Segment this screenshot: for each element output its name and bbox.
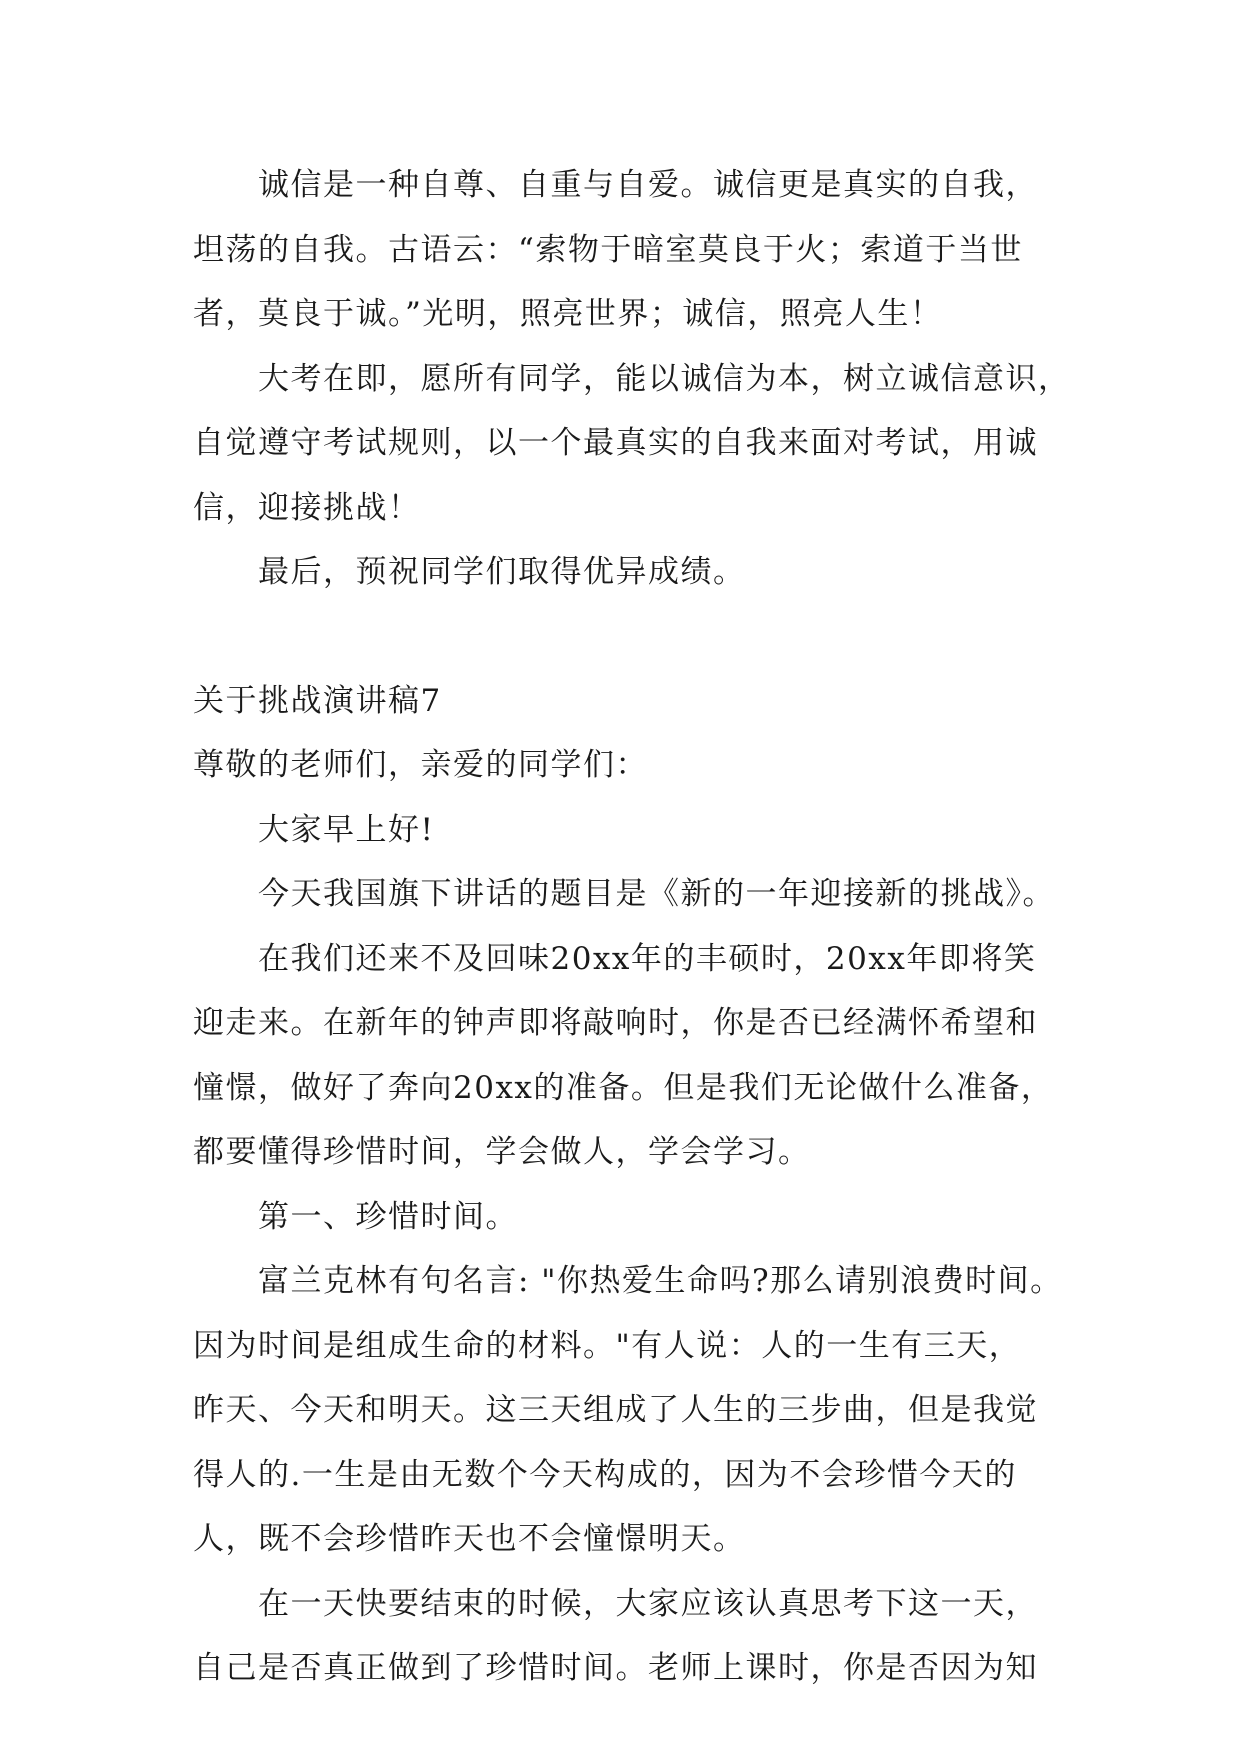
paragraph-line: 自己是否真正做到了珍惜时间。老师上课时，你是否因为知 — [193, 1650, 1038, 1686]
paragraph-line: 最后，预祝同学们取得优异成绩。 — [258, 554, 746, 590]
paragraph-line: 今天我国旗下讲话的题目是《新的一年迎接新的挑战》。 — [258, 876, 1055, 912]
paragraph-line: 在一天快要结束的时候，大家应该认真思考下这一天， — [258, 1586, 1038, 1622]
paragraph-line: 在我们还来不及回味20xx年的丰硕时，20xx年即将笑 — [258, 941, 1037, 977]
paragraph-line: 大考在即，愿所有同学，能以诚信为本，树立诚信意识， — [258, 361, 1071, 397]
paragraph-line: 坦荡的自我。古语云：“索物于暗室莫良于火；索道于当世 — [193, 232, 1023, 268]
salutation: 尊敬的老师们，亲爱的同学们： — [193, 747, 648, 783]
paragraph-line: 人，既不会珍惜昨天也不会憧憬明天。 — [193, 1521, 746, 1557]
section-title: 关于挑战演讲稿7 — [193, 683, 442, 719]
paragraph-line: 者，莫良于诚。”光明，照亮世界；诚信，照亮人生！ — [193, 296, 943, 332]
greeting: 大家早上好! — [258, 812, 435, 848]
paragraph-line: 都要懂得珍惜时间，学会做人，学会学习。 — [193, 1134, 811, 1170]
paragraph-line: 迎走来。在新年的钟声即将敲响时，你是否已经满怀希望和 — [193, 1005, 1038, 1041]
paragraph-line: 信，迎接挑战！ — [193, 490, 421, 526]
paragraph-line: 憧憬，做好了奔向20xx的准备。但是我们无论做什么准备， — [193, 1070, 1054, 1106]
paragraph-line: 因为时间是组成生命的材料。"有人说：人的一生有三天， — [193, 1328, 1022, 1364]
paragraph-line: 自觉遵守考试规则，以一个最真实的自我来面对考试，用诚 — [193, 425, 1038, 461]
paragraph-line: 第一、珍惜时间。 — [258, 1199, 518, 1235]
paragraph-line: 得人的.一生是由无数个今天构成的，因为不会珍惜今天的 — [193, 1457, 1017, 1493]
paragraph-line: 诚信是一种自尊、自重与自爱。诚信更是真实的自我， — [258, 167, 1038, 203]
paragraph-line: 富兰克林有句名言: "你热爱生命吗?那么请别浪费时间。 — [258, 1263, 1063, 1299]
paragraph-line: 昨天、今天和明天。这三天组成了人生的三步曲，但是我觉 — [193, 1392, 1038, 1428]
